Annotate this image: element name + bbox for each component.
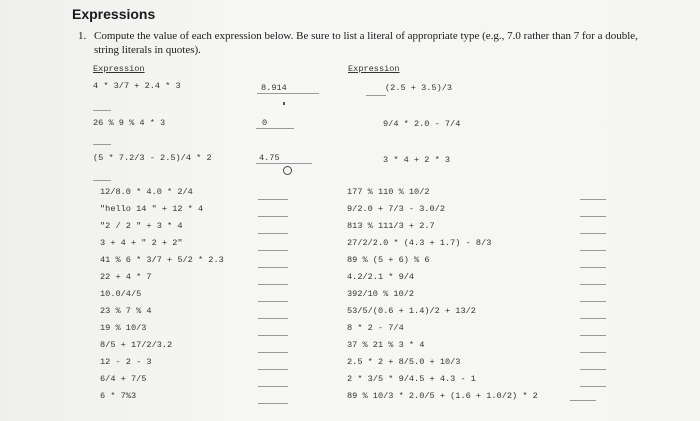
pen-mark [283,102,285,105]
answer-blank[interactable] [258,301,288,302]
answer-blank[interactable] [257,93,319,94]
expression: 3 + 4 + " 2 + 2" [100,238,183,248]
expression: 392/10 % 10/2 [347,289,415,299]
answer-blank[interactable] [256,163,312,164]
expression: 177 % 110 % 10/2 [347,187,430,197]
expression: 41 % 6 * 3/7 + 5/2 * 2.3 [100,255,224,265]
expression: 53/5/(0.6 + 1.4)/2 + 13/2 [347,306,476,316]
answer-blank[interactable] [258,352,288,353]
expression: 6 * 7%3 [100,391,137,401]
question-number: 1. [78,30,87,42]
handwritten-answer: 0 [262,118,268,128]
expression: "2 / 2 " + 3 * 4 [100,221,183,231]
section-heading: Expressions [72,6,156,22]
left-top-expression: 4 * 3/7 + 2.4 * 3 [93,81,181,91]
answer-blank[interactable] [580,386,606,387]
answer-blank[interactable] [580,369,606,370]
answer-blank[interactable] [258,199,288,200]
answer-blank[interactable] [580,284,606,285]
expression: 2.5 * 2 + 8/5.0 + 10/3 [347,357,461,367]
answer-blank[interactable] [580,335,606,336]
answer-blank[interactable] [580,318,606,319]
answer-blank[interactable] [580,250,606,251]
question-text: Compute the value of each expression below. Be sure to list a literal of appropriate type (e.g., 7.0 rather than 7 for a double, string literals in quotes). [94,30,638,56]
left-top-expression: 26 % 9 % 4 * 3 [93,118,166,128]
expression: 2 * 3/5 * 9/4.5 + 4.3 - 1 [347,374,476,384]
answer-blank[interactable] [258,318,288,319]
answer-blank[interactable] [258,335,288,336]
right-top-expression: 9/4 * 2.0 - 7/4 [383,119,461,129]
expression: 6/4 + 7/5 [100,374,147,384]
answer-blank[interactable] [580,301,606,302]
answer-blank[interactable] [258,386,288,387]
answer-blank[interactable] [258,216,288,217]
expression: 8 * 2 - 7/4 [347,323,404,333]
short-rule [93,110,111,111]
expression: 23 % 7 % 4 [100,306,152,316]
answer-blank[interactable] [580,267,606,268]
answer-blank[interactable] [258,403,288,404]
expression: 12 - 2 - 3 [100,357,152,367]
answer-blank[interactable] [258,250,288,251]
expression: 37 % 21 % 3 * 4 [347,340,425,350]
answer-blank[interactable] [256,128,294,129]
short-rule [93,180,111,181]
expression: 813 % 111/3 + 2.7 [347,221,435,231]
expression: 12/8.0 * 4.0 * 2/4 [100,187,193,197]
right-top-expression: (2.5 + 3.5)/3 [385,83,453,93]
answer-blank[interactable] [580,199,606,200]
answer-blank[interactable] [570,400,596,401]
expression: 89 % 10/3 * 2.0/5 + (1.6 + 1.0/2) * 2 [347,391,538,401]
answer-blank[interactable] [580,216,606,217]
answer-blank[interactable] [580,233,606,234]
expression: 8/5 + 17/2/3.2 [100,340,173,350]
answer-blank[interactable] [258,233,288,234]
short-rule [93,144,111,145]
left-expression-header: Expression [93,64,145,74]
answer-blank[interactable] [580,352,606,353]
handwritten-answer: 4.75 [259,153,280,163]
answer-blank[interactable] [258,284,288,285]
expression: 10.0/4/5 [100,289,142,299]
answer-blank[interactable] [258,369,288,370]
expression: 9/2.0 + 7/3 - 3.0/2 [347,204,445,214]
expression: 27/2/2.0 * (4.3 + 1.7) - 8/3 [347,238,492,248]
expression: 4.2/2.1 * 9/4 [347,272,415,282]
right-top-expression: 3 * 4 + 2 * 3 [383,155,451,165]
expression: 19 % 10/3 [100,323,147,333]
right-expression-header: Expression [348,64,400,74]
pen-circle-mark [283,166,292,175]
expression: "hello 14 " + 12 * 4 [100,204,204,214]
left-top-expression: (5 * 7.2/3 - 2.5)/4 * 2 [93,153,212,163]
expression: 22 + 4 * 7 [100,272,152,282]
answer-blank[interactable] [258,267,288,268]
handwritten-answer: 8.914 [261,83,287,93]
answer-blank[interactable] [366,95,386,96]
expression: 89 % (5 + 6) % 6 [347,255,430,265]
